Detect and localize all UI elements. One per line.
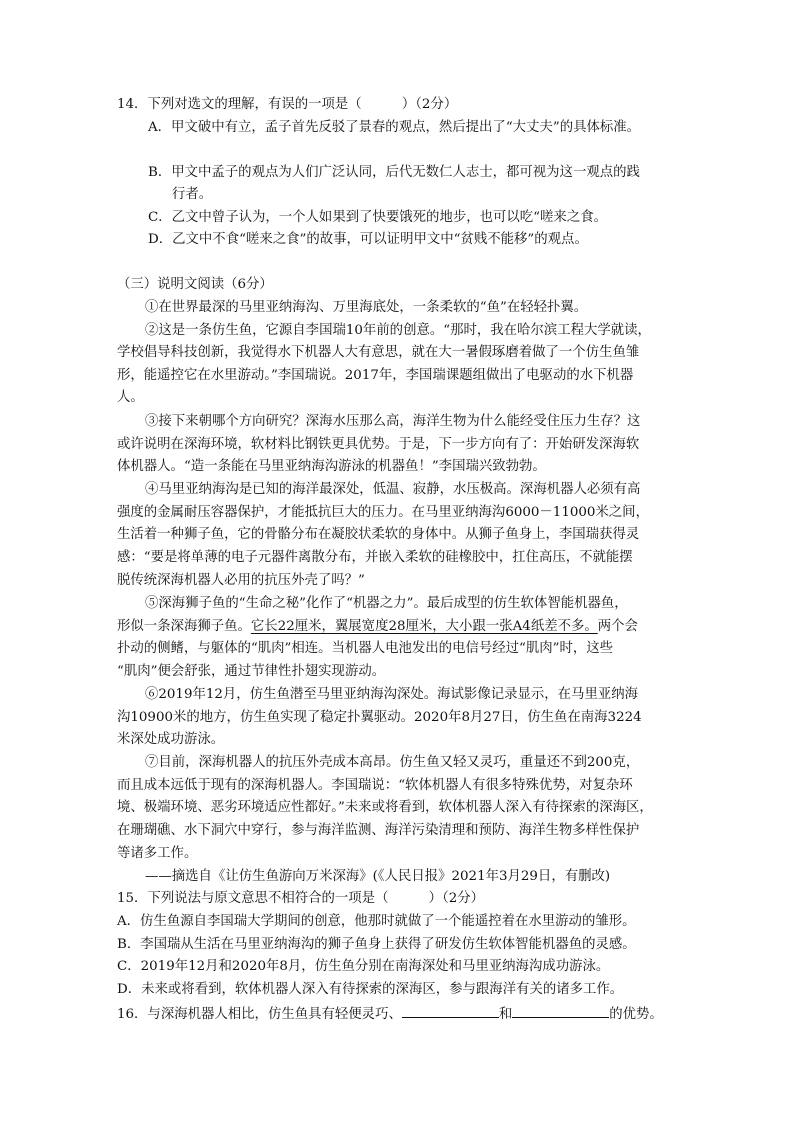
section-heading: （三）说明文阅读（6分）: [117, 277, 273, 292]
q15-option-d: D．未来或将看到，软体机器人深入有待探索的深海区，参与跟海洋有关的诸多工作。: [117, 982, 624, 997]
q16-stem-start: 16．与深海机器人相比，仿生鱼具有轻便灵巧、: [117, 1007, 402, 1022]
paragraph-5-line2: [117, 616, 638, 638]
paragraph-5-line2-start: 形似一条深海狮子鱼。: [117, 619, 251, 634]
q14-option-b-line1: B．甲文中孟子的观点为人们广泛认同，后代无数仁人志士，都可视为这一观点的践: [148, 165, 640, 180]
paragraph-7-line3: 境、极端环境、恶劣环境适应性都好。”未来或将看到，软体机器人深入有待探索的深海区，: [117, 800, 653, 815]
paragraph-6-line1: ⑥2019年12月，仿生鱼潜至马里亚纳海沟深处。海试影像记录显示，在马里亚纳海: [145, 687, 639, 702]
q16-conjunction: 和: [498, 1007, 513, 1022]
paragraph-5-line4: “肌肉”便会舒张，通过节律性扑翅实现游动。: [117, 664, 386, 679]
q15-stem: 15．下列说法与原文意思不相符合的一项是（ ）（2分）: [117, 891, 485, 906]
paragraph-3-line2: 或许说明在深海环境，软材料比钢铁更具优势。于是，下一步方向有了：开始研发深海软: [117, 437, 640, 452]
q14-option-c: C．乙文中曾子认为，一个人如果到了快要饿死的地步，也可以吃“嗟来之食。: [148, 210, 607, 225]
paragraph-4-line2: 强度的金属耐压容器保护，才能抵抗巨大的压力。在马里亚纳海沟6000－11000米之间，: [117, 505, 649, 520]
q15-option-a: A．仿生鱼源自李国瑞大学期间的创意，他那时就做了一个能遥控着在水里游动的雏形。: [117, 914, 636, 929]
paragraph-7-line1: ⑦目前，深海机器人的抗压外壳成本高昂。仿生鱼又轻又灵巧，重量还不到200克，: [145, 755, 640, 770]
paragraph-6-line2: 沟10900米的地方，仿生鱼实现了稳定扑翼驱动。2020年8月27日，仿生鱼在南海3224: [117, 710, 642, 725]
q16-stem: [117, 1002, 663, 1026]
underlined-size-sentence: 它长22厘米，翼展宽度28厘米，大小跟一张A4纸差不多。: [250, 619, 598, 634]
paragraph-5-line2-end: 两个会: [597, 619, 638, 634]
q15-option-b: B．李国瑞从生活在马里亚纳海沟的狮子鱼身上获得了研发仿生软体智能机器鱼的灵感。: [117, 937, 636, 952]
article-source: ——摘选自《让仿生鱼游向万米深海》(《人民日报》2021年3月29日，有删改): [145, 869, 611, 884]
paragraph-5-line1: ⑤深海狮子鱼的“生命之秘”化作了“机器之力”。最后成型的仿生软体智能机器鱼，: [145, 596, 628, 611]
paragraph-7-line2: 而且成本远低于现有的深海机器人。李国瑞说：“软体机器人有很多特殊优势，对复杂环: [117, 778, 633, 793]
paragraph-3-line3: 体机器人。“造一条能在马里亚纳海沟游泳的机器鱼！”李国瑞兴致勃勃。: [117, 459, 546, 474]
q14-option-b-line2: 行者。: [172, 187, 213, 202]
q16-stem-end: 的优势。: [609, 1007, 663, 1022]
paragraph-2-line4: 人。: [117, 390, 144, 405]
paragraph-2-line2: 学校倡导科技创新，我觉得水下机器人大有意思，就在大一暑假琢磨着做了一个仿生鱼雏: [117, 345, 640, 360]
paragraph-3-line1: ③接下来朝哪个方向研究？深海水压那么高，海洋生物为什么能经受住压力生存？这: [145, 414, 641, 429]
paragraph-2-line3: 形，能遥控它在水里游动。”李国瑞说。2017年，李国瑞课题组做出了电驱动的水下机器: [117, 368, 634, 383]
q16-answer-blank-1[interactable]: [402, 1002, 499, 1018]
paragraph-6-line3: 米深处成功游泳。: [117, 732, 225, 747]
paragraph-7-line4: 在珊瑚礁、水下洞穴中穿行，参与海洋监测、海洋污染清理和预防、海洋生物多样性保护: [117, 823, 640, 838]
q16-answer-blank-2[interactable]: [512, 1002, 609, 1018]
q15-option-c: C．2019年12月和2020年8月，仿生鱼分别在南海深处和马里亚纳海沟成功游泳。: [117, 959, 610, 974]
q14-option-d: D．乙文中不食“嗟来之食”的故事，可以证明甲文中“贫贱不能移”的观点。: [148, 232, 588, 247]
paragraph-4-line5: 脱传统深海机器人必用的抗压外壳了吗？”: [117, 573, 365, 588]
q14-stem: 14．下列对选文的理解，有误的一项是（ ）（2分）: [117, 97, 458, 112]
paragraph-4-line1: ④马里亚纳海沟是已知的海洋最深处，低温、寂静，水压极高。深海机器人必须有高: [145, 482, 641, 497]
paragraph-7-line5: 等诸多工作。: [117, 846, 198, 861]
paragraph-2-line1: ②这是一条仿生鱼，它源自李国瑞10年前的创意。“那时，我在哈尔滨工程大学就读，: [145, 323, 651, 338]
paragraph-1: ①在世界最深的马里亚纳海沟、万里海底处，一条柔软的“鱼”在轻轻扑翼。: [145, 300, 588, 315]
q14-option-a: A．甲文破中有立，孟子首先反驳了景春的观点，然后提出了“大丈夫”的具体标准。: [148, 120, 641, 135]
paragraph-4-line3: 生活着一种狮子鱼，它的骨骼分布在凝胶状柔软的身体中。从狮子鱼身上，李国瑞获得灵: [117, 527, 640, 542]
paragraph-5-line3: 扑动的侧鳍，与躯体的“肌肉”相连。当机器人电池发出的电信号经过“肌肉”时，这些: [117, 641, 614, 656]
paragraph-4-line4: 感：“要是将单薄的电子元器件离散分布，并嵌入柔软的硅橡胶中，扛住高压，不就能摆: [117, 550, 633, 565]
